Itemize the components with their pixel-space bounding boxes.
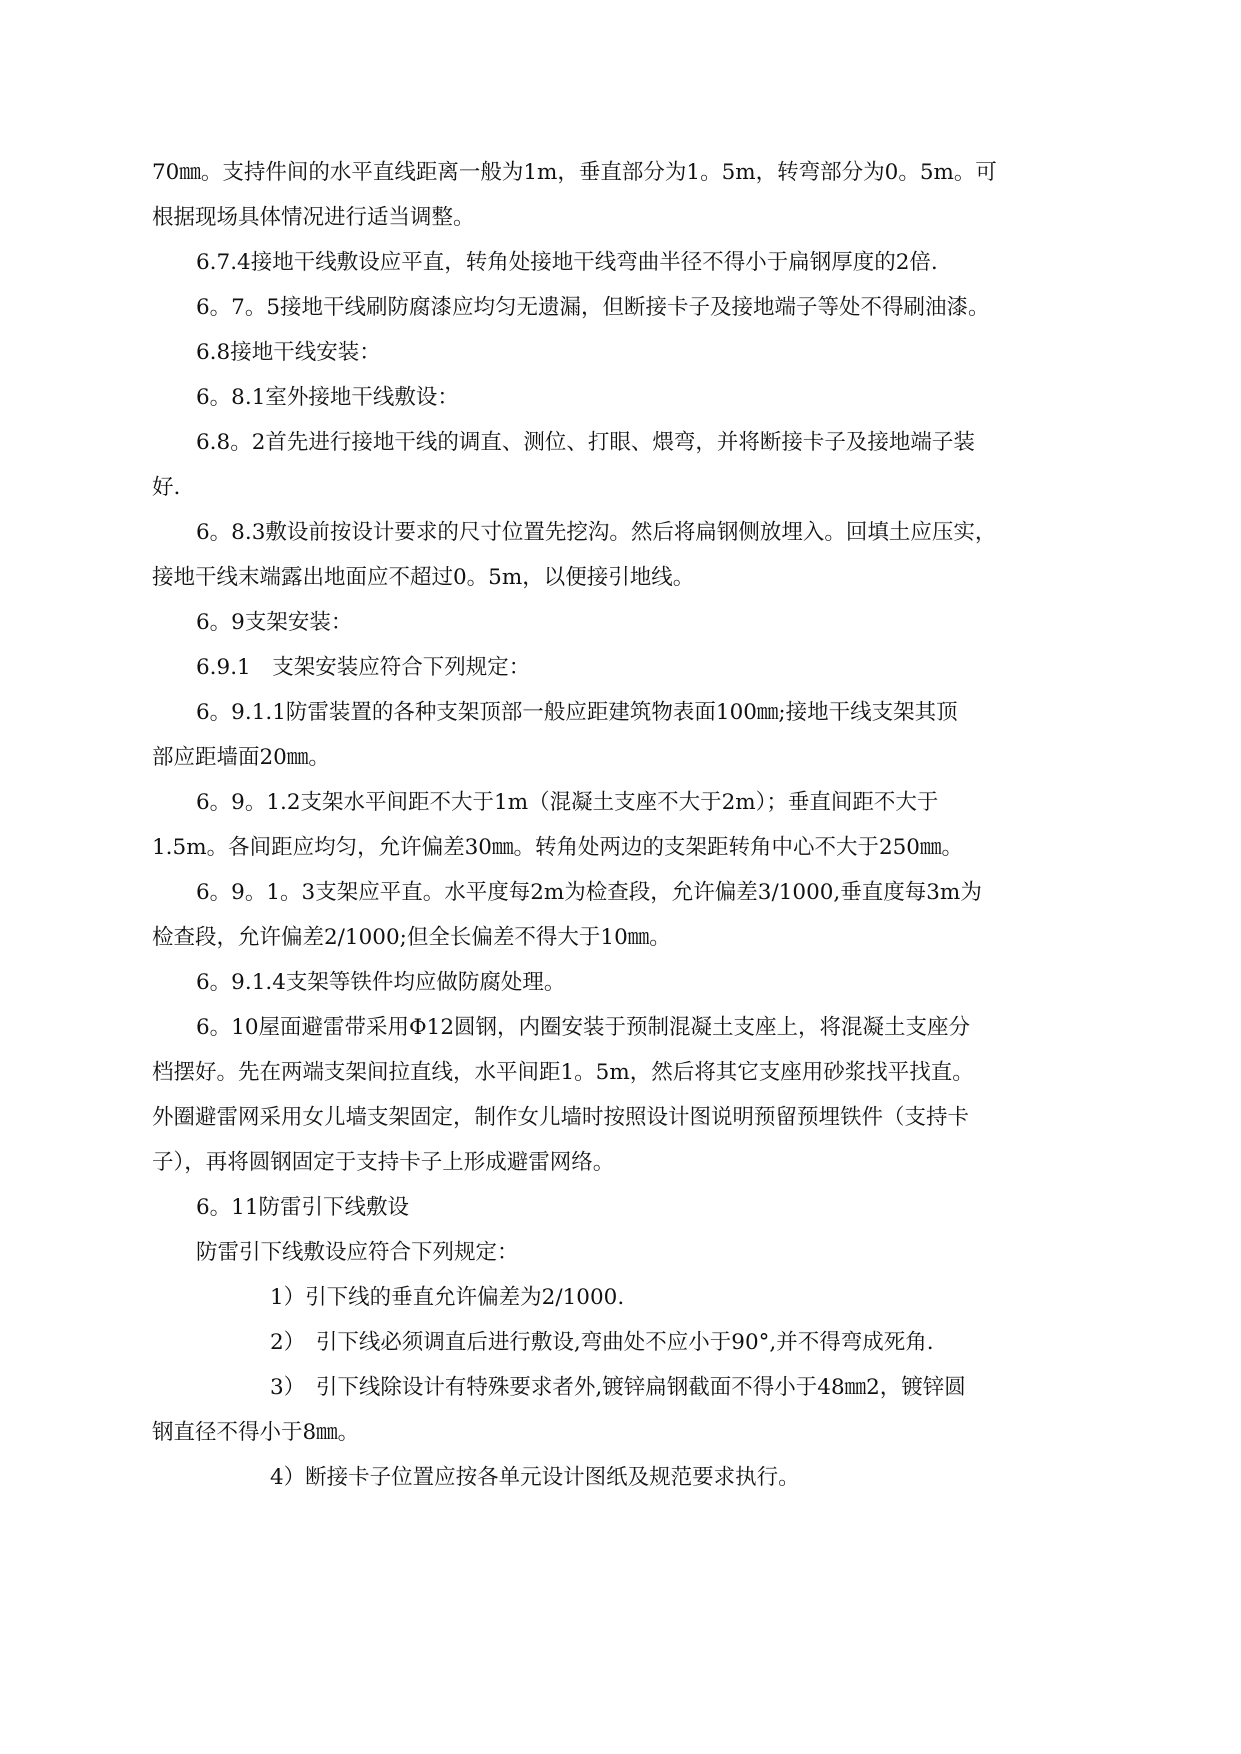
list-item: 3） 引下线除设计有特殊要求者外,镀锌扁钢截面不得小于48㎜2，镀锌圆 [270,1375,966,1400]
section-heading: 6。11防雷引下线敷设 [196,1195,410,1220]
text-line: 6。9。1。3支架应平直。水平度每2m为检查段，允许偏差3/1000,垂直度每3m为 [196,880,982,905]
text-line: 70㎜。支持件间的水平直线距离一般为1m，垂直部分为1。5m，转弯部分为0。5m。可 [152,160,997,185]
text-line: 防雷引下线敷设应符合下列规定： [196,1240,519,1265]
text-line: 好. [152,475,181,500]
text-line: 6。7。5接地干线刷防腐漆应均匀无遗漏，但断接卡子及接地端子等处不得刷油漆。 [196,295,990,320]
section-heading: 6。9支架安装： [196,610,353,635]
text-line: 外圈避雷网采用女儿墙支架固定，制作女儿墙时按照设计图说明预留预埋铁件（支持卡 [152,1105,970,1130]
text-line: 6.8。2首先进行接地干线的调直、测位、打眼、煨弯，并将断接卡子及接地端子装 [196,430,975,455]
text-line: 接地干线末端露出地面应不超过0。5m，以便接引地线。 [152,565,695,590]
text-line: 6。9.1.4支架等铁件均应做防腐处理。 [196,970,566,995]
text-line: 6。8.1室外接地干线敷设： [196,385,459,410]
text-line: 6.7.4接地干线敷设应平直，转角处接地干线弯曲半径不得小于扁钢厚度的2倍. [196,250,938,275]
text-line: 子），再将圆钢固定于支持卡子上形成避雷网络。 [152,1150,615,1175]
text-line: 钢直径不得小于8㎜。 [152,1420,360,1445]
document-body [152,150,1092,1500]
text-line: 1.5m。各间距应均匀，允许偏差30㎜。转角处两边的支架距转角中心不大于250㎜。 [152,835,963,860]
text-line: 6。9。1.2支架水平间距不大于1m（混凝土支座不大于2m）；垂直间距不大于 [196,790,939,815]
text-line: 6。9.1.1防雷装置的各种支架顶部一般应距建筑物表面100㎜;接地干线支架其顶 [196,700,958,725]
section-heading: 6.8接地干线安装： [196,340,381,365]
text-line: 6.9.1 支架安装应符合下列规定： [196,655,531,680]
text-line: 部应距墙面20㎜。 [152,745,330,770]
list-item: 4）断接卡子位置应按各单元设计图纸及规范要求执行。 [270,1465,800,1490]
text-line: 6。10屋面避雷带采用Φ12圆钢，内圈安装于预制混凝土支座上，将混凝土支座分 [196,1015,971,1040]
text-line: 档摆好。先在两端支架间拉直线，水平间距1。5m，然后将其它支座用砂浆找平找直。 [152,1060,974,1085]
text-line: 根据现场具体情况进行适当调整。 [152,205,475,230]
text-line: 6。8.3敷设前按设计要求的尺寸位置先挖沟。然后将扁钢侧放埋入。回填土应压实， [196,520,997,545]
text-line: 检查段，允许偏差2/1000;但全长偏差不得大于10㎜。 [152,925,671,950]
list-item: 2） 引下线必须调直后进行敷设,弯曲处不应小于90°,并不得弯成死角. [270,1330,934,1355]
list-item: 1）引下线的垂直允许偏差为2/1000. [270,1285,625,1310]
